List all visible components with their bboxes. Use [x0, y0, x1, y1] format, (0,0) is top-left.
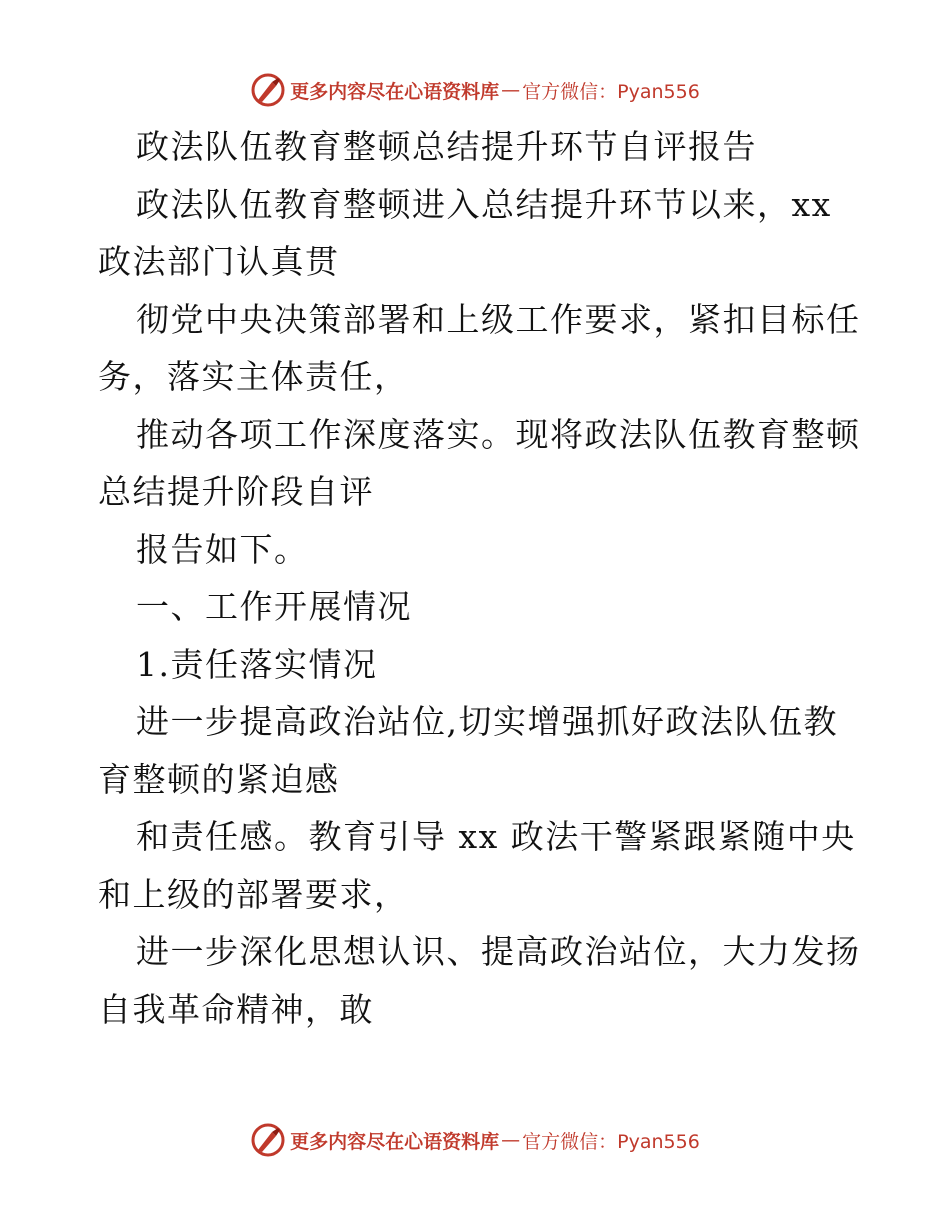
document-body — [98, 118, 861, 1038]
paragraph-line: 报告如下。 — [136, 529, 309, 569]
paragraph-line: 育整顿的紧迫感 — [98, 759, 340, 799]
banner-sub-text: 官方微信：Pyan556 — [522, 80, 700, 103]
banner-main-text: 更多内容尽在心语资料库 — [290, 1130, 500, 1153]
section-heading: 一、工作开展情况 — [136, 587, 412, 626]
banner-sub-text: 官方微信：Pyan556 — [522, 1130, 700, 1153]
paragraph-line: 和责任感。教育引导 xx 政法干警紧跟紧随中央 — [136, 817, 856, 856]
paragraph-line: 自我革命精神，敢 — [98, 989, 374, 1029]
quill-seal-icon — [250, 1122, 286, 1158]
paragraph-line: 政法队伍教育整顿进入总结提升环节以来，xx — [136, 184, 832, 224]
paragraph-line: 进一步提高政治站位,切实增强抓好政法队伍教 — [136, 702, 838, 741]
paragraph-line: 和上级的部署要求， — [98, 874, 409, 914]
document-title: 政法队伍教育整顿总结提升环节自评报告 — [136, 127, 757, 166]
paragraph-line: 务，落实主体责任， — [98, 357, 409, 396]
quill-seal-icon — [250, 72, 286, 108]
paragraph-line: 总结提升阶段自评 — [98, 472, 374, 511]
paragraph-line: 政法部门认真贯 — [98, 242, 340, 281]
banner-main-text: 更多内容尽在心语资料库 — [290, 80, 500, 103]
paragraph-line: 推动各项工作深度落实。现将政法队伍教育整顿 — [136, 414, 861, 454]
banner-dash: — — [501, 1129, 521, 1151]
paragraph-line: 彻党中央决策部署和上级工作要求，紧扣目标任 — [136, 299, 861, 339]
subsection-heading: 1.责任落实情况 — [136, 644, 378, 684]
banner-dash: — — [501, 79, 521, 101]
footer-banner — [0, 1118, 950, 1162]
header-banner — [0, 68, 950, 112]
paragraph-line: 进一步深化思想认识、提高政治站位，大力发扬 — [136, 932, 861, 971]
